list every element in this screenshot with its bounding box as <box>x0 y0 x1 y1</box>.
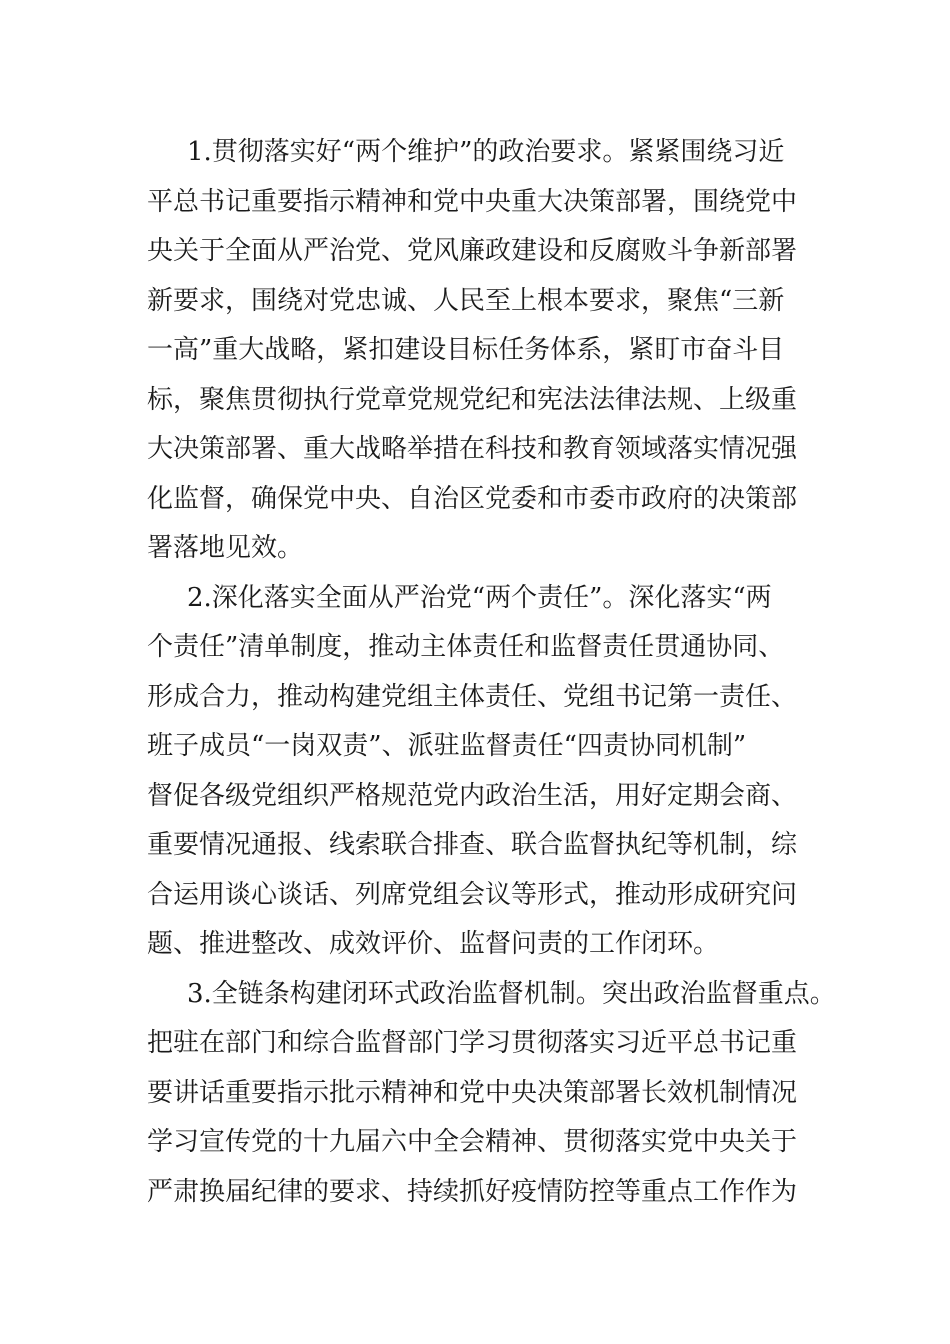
text-line: 班子成员“一岗双责”、派驻监督责任“四责协同机制” <box>147 731 747 761</box>
text-line: 一高”重大战略，紧扣建设目标任务体系，紧盯市奋斗目 <box>147 335 785 365</box>
text-line: 题、推进整改、成效评价、监督问责的工作闭环。 <box>147 929 720 959</box>
paragraph-3 <box>147 970 836 1218</box>
text-line: 央关于全面从严治党、党风廉政建设和反腐败斗争新部署 <box>147 236 798 266</box>
text-line: 个责任”清单制度，推动主体责任和监督责任贯通协同、 <box>147 632 785 662</box>
text-line: 重要情况通报、线索联合排查、联合监督执纪等机制，综 <box>147 830 798 860</box>
paragraph-1 <box>147 128 817 574</box>
text-line: 形成合力，推动构建党组主体责任、党组书记第一责任、 <box>147 681 798 712</box>
body-text <box>147 128 836 1217</box>
text-line: 平总书记重要指示精神和党中央重大决策部署，围绕党中 <box>147 186 798 217</box>
paragraph-2 <box>147 574 817 970</box>
text-line: 化监督，确保党中央、自治区党委和市委市政府的决策部 <box>147 483 798 514</box>
text-line: 严肃换届纪律的要求、持续抓好疫情防控等重点工作作为 <box>147 1176 798 1207</box>
text-line: 3.全链条构建闭环式政治监督机制。突出政治监督重点。 <box>187 978 836 1009</box>
text-line: 标，聚焦贯彻执行党章党规党纪和宪法法律法规、上级重 <box>147 384 798 415</box>
text-line: 督促各级党组织严格规范党内政治生活，用好定期会商、 <box>147 780 798 811</box>
text-line: 大决策部署、重大战略举措在科技和教育领域落实情况强 <box>147 434 798 464</box>
text-line: 1.贯彻落实好“两个维护”的政治要求。紧紧围绕习近 <box>187 137 785 167</box>
text-line: 署落地见效。 <box>147 533 304 563</box>
text-line: 学习宣传党的十九届六中全会精神、贯彻落实党中央关于 <box>147 1127 798 1157</box>
text-line: 2.深化落实全面从严治党“两个责任”。深化落实“两 <box>187 582 772 613</box>
text-line: 把驻在部门和综合监督部门学习贯彻落实习近平总书记重 <box>147 1028 798 1058</box>
text-line: 要讲话重要指示批示精神和党中央决策部署长效机制情况 <box>147 1077 798 1108</box>
text-line: 合运用谈心谈话、列席党组会议等形式，推动形成研究问 <box>147 879 798 910</box>
text-line: 新要求，围绕对党忠诚、人民至上根本要求，聚焦“三新 <box>147 285 785 316</box>
